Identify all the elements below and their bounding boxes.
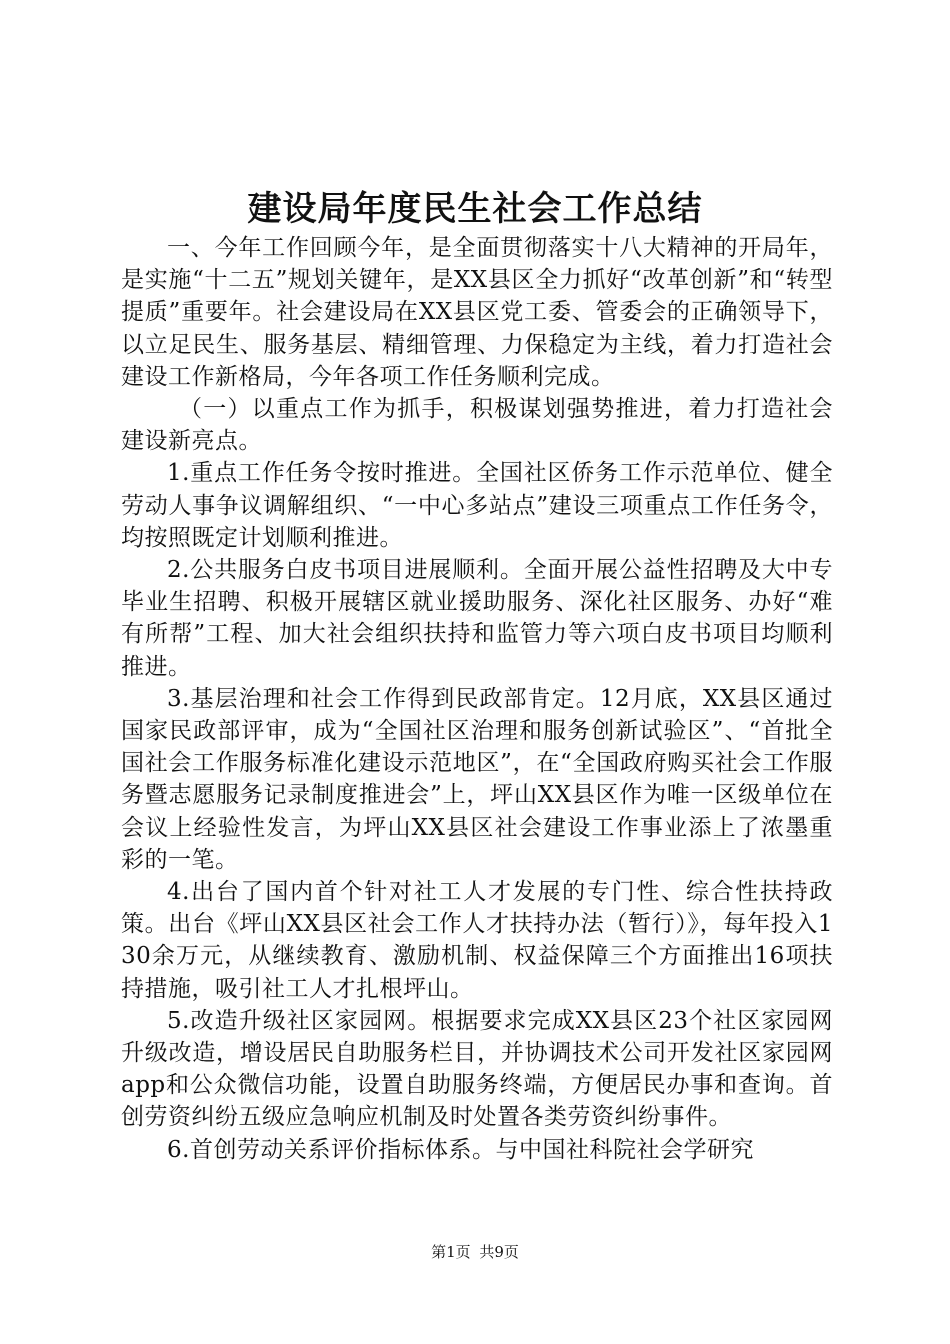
page-footer (0, 1242, 950, 1262)
paragraph-item-1: 1.重点工作任务令按时推进。全国社区侨务工作示范单位、健全劳动人事争议调解组织、“一中心多站点”建设三项重点工作任务令，均按照既定计划顺利推进。 (121, 460, 833, 551)
document-title: 建设局年度民生社会工作总结 (247, 189, 703, 229)
document-body (121, 232, 833, 1166)
paragraph-item-2: 2.公共服务白皮书项目进展顺利。全面开展公益性招聘及大中专毕业生招聘、积极开展辖区就业援助服务、深化社区服务、办好“难有所帮”工程、加大社会组织扶持和监管力等六项白皮书项目均顺利推进。 (121, 557, 833, 680)
paragraph-item-3: 3.基层治理和社会工作得到民政部肯定。12月底，XX县区通过国家民政部评审，成为“全国社区治理和服务创新试验区”、“首批全国社会工作服务标准化建设示范地区”，在“全国政府购买社会工作服务暨志愿服务记录制度推进会”上，坪山XX县区作为唯一区级单位在会议上经验性发言，为坪山XX县区社会建设工作事业添上了浓墨重彩的一笔。 (121, 685, 833, 873)
page-number: 第1页 (431, 1243, 471, 1261)
paragraph-intro: 一、今年工作回顾今年，是全面贯彻落实十八大精神的开局年，是实施“十二五”规划关键年，是XX县区全力抓好“改革创新”和“转型提质”重要年。社会建设局在XX县区党工委、管委会的正确领导下，以立足民生、服务基层、精细管理、力保稳定为主线，着力打造社会建设工作新格局，今年各项工作任务顺利完成。 (121, 235, 833, 390)
paragraph-item-4: 4.出台了国内首个针对社工人才发展的专门性、综合性扶持政策。出台《坪山XX县区社会工作人才扶持办法（暂行）》，每年投入130余万元，从继续教育、激励机制、权益保障三个方面推出16项扶持措施，吸引社工人才扎根坪山。 (121, 879, 833, 1002)
page-total: 共9页 (479, 1243, 519, 1261)
paragraph-item-5: 5.改造升级社区家园网。根据要求完成XX县区23个社区家园网升级改造，增设居民自助服务栏目，并协调技术公司开发社区家园网app和公众微信功能，设置自助服务终端，方便居民办事和查询。首创劳资纠纷五级应急响应机制及时处置各类劳资纠纷事件。 (121, 1007, 833, 1131)
paragraph-section-heading: （一）以重点工作为抓手，积极谋划强势推进，着力打造社会建设新亮点。 (121, 396, 833, 455)
paragraph-item-6: 6.首创劳动关系评价指标体系。与中国社科院社会学研究 (167, 1136, 754, 1163)
